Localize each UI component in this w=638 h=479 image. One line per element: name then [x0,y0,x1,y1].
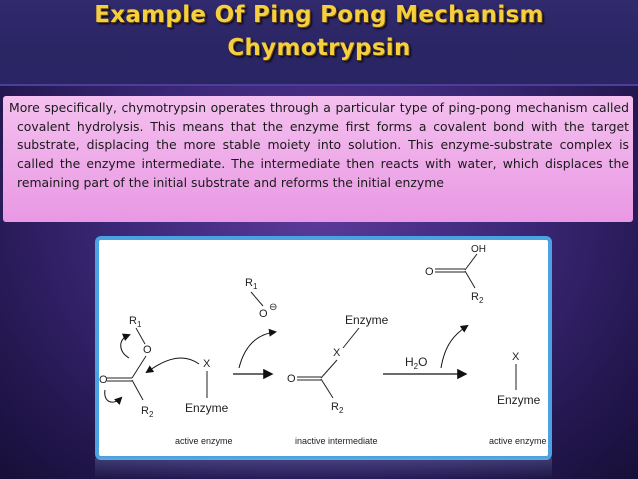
r2-mid-label: $R_2$ [331,401,344,415]
bond-enzyme-x-mid [343,328,359,348]
enzyme-right-label: Enzyme [497,393,541,407]
x-right-label: X [512,351,520,363]
mechanism-figure [95,236,552,460]
r1-left-label: $R_1$ [129,315,142,329]
curly-arrow-3 [147,358,199,372]
minus-charge: ⊖ [269,302,278,313]
ester-oxygen-label: O [143,344,152,356]
bond-c-r2 [132,380,143,400]
r2-acid-label: $R_2$ [471,291,484,305]
description-text: More specifically, chymotrypsin operates through a particular type of ping-pong mechanism called covalent hydrolysis. This means that the enzyme first forms a covalent bond with the target substrate, displacing the more stable moiety into solution. This enzyme-substrate complex is called the enzyme intermediate. The intermediate then reacts with water, which displaces the remaining part of the initial substrate and reforms the initial enzyme [9,100,629,190]
bond-c-r2-mid [321,379,333,398]
curly-arrow-2 [105,390,121,402]
bond-acid-r2 [465,271,475,288]
carbonyl-oxygen-label: O [99,374,108,386]
r1-top-label: $R_1$ [245,277,258,291]
bond-r1-o-minus [251,292,263,306]
bond-r1-o [136,328,145,344]
r2-left-label: $R_2$ [141,405,154,419]
bond-x-c-mid [321,360,337,378]
figure-reflection [95,458,552,479]
description-box [3,96,633,222]
product-arrow [441,326,467,368]
enzyme-left-label: Enzyme [185,401,229,415]
o-acid-label: O [425,266,434,278]
release-arrow [239,332,275,368]
curly-arrow-1 [121,335,129,358]
o-mid-label: O [287,373,296,385]
caption-inactive-intermediate: inactive intermediate [295,436,378,446]
slide-title: Example Of Ping Pong Mechanism [94,2,544,28]
slide-subtitle: Chymotrypsin [227,35,411,61]
x-left-label: X [203,358,211,370]
oh-label: OH [471,244,486,255]
caption-active-enzyme-right: active enzyme [489,436,547,446]
x-mid-label: X [333,347,341,359]
bond-o-c [132,356,146,378]
bond-oh-c [465,254,477,270]
title-band [0,0,638,86]
enzyme-mid-label: Enzyme [345,313,389,327]
caption-active-enzyme-left: active enzyme [175,436,233,446]
mechanism-diagram [99,240,548,456]
water-label: $H_2O$ [405,355,428,371]
o-minus-label: O [259,308,268,320]
